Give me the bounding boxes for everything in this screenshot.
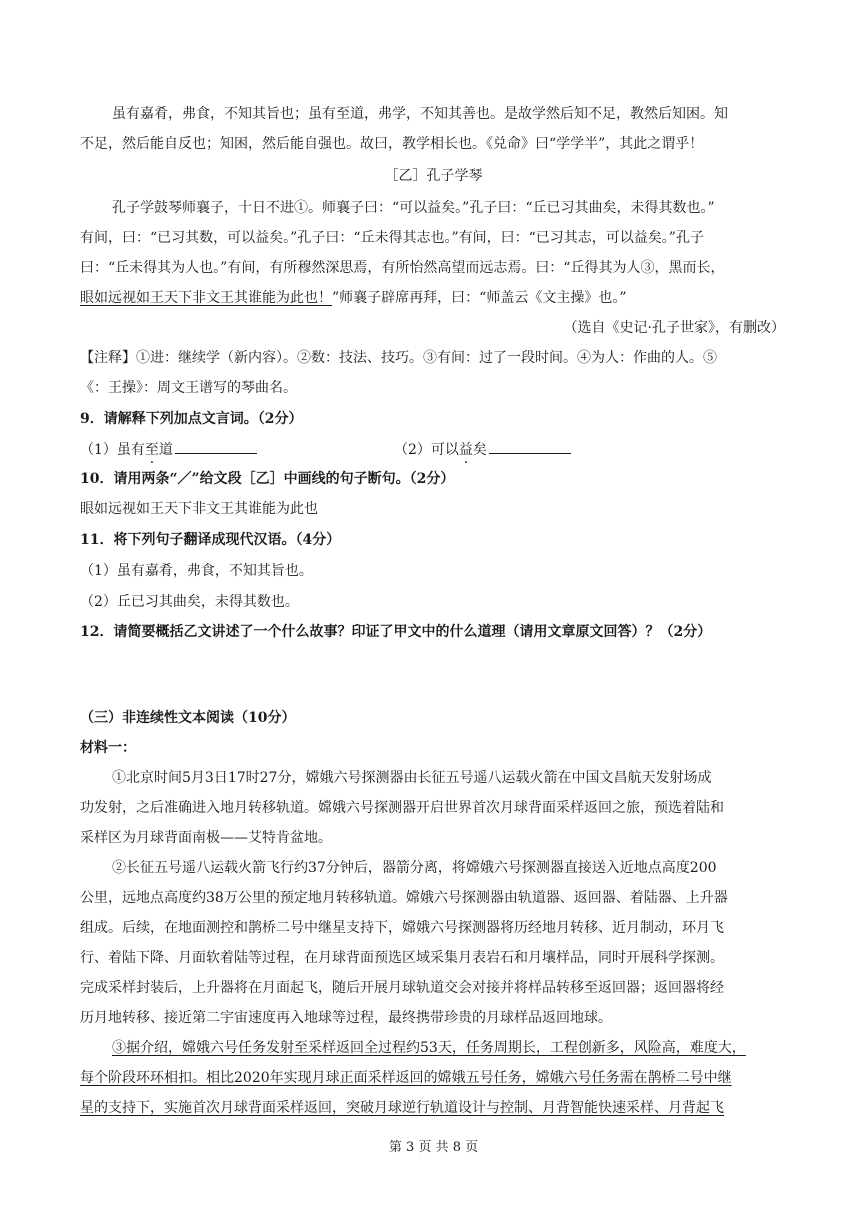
passage-yi-line: 有间，曰：“已习其数，可以益矣。”孔子曰：“丘未得其志也。”有间，曰：“已习其志，可以益矣。”孔子 [80, 230, 704, 246]
underlined-sentence: 眼如远视如王天下非文王其谁能为此也！ [80, 290, 332, 306]
passage-yi-line [80, 288, 626, 308]
answer-blank[interactable] [175, 439, 257, 454]
section-3-underlined-line: ③据介绍，嫦娥六号任务发射至采样返回全过程约53天，任务周期长，工程创新多，风险高，难度大， [112, 1040, 746, 1056]
section-3-text-line: 行、着陆下降、月面软着陆等过程，在月球背面预选区域采集月表岩石和月壤样品，同时开展科学探测。 [80, 950, 724, 966]
page-number: 第 3 页 共 8 页 [388, 1140, 479, 1155]
passage-yi-line: 曰：“丘未得其为人也。”有间，有所穆然深思焉，有所怡然高望而远志焉。曰：“丘得其为人③，黑而长， [80, 260, 725, 276]
passage-yi-line-rest: ”师襄子辟席再拜，曰：“师盖云《文主操》也。” [332, 290, 627, 306]
section-3-underlined-line: 星的支持下，实施首次月球背面采样返回，突破月球逆行轨道设计与控制、月背智能快速采样、月背起飞 [80, 1100, 724, 1116]
section-3-text-line: 组成。后续，在地面测控和鹊桥二号中继星支持下，嫦娥六号探测器将历经地月转移、近月制动，环月飞 [80, 920, 724, 936]
passage-jia-line: 虽有嘉肴，弗食，不知其旨也；虽有至道，弗学，不知其善也。是故学然后知不足，教然后知困。知 [112, 106, 728, 122]
passage-yi-title: ［乙］孔子学琴 [384, 168, 483, 184]
question-9-item-2: （2）可以益矣 [394, 439, 571, 460]
section-3-text-line: ①北京时间5月3日17时27分，嫦娥六号探测器由长征五号遥八运载火箭在中国文昌航天发射场成 [112, 770, 712, 786]
question-11-item-1: （1）虽有嘉肴，弗食，不知其旨也。 [80, 563, 313, 579]
section-3-text-line: 历月地转移、接近第二宇宙速度再入地球等过程，最终携带珍贵的月球样品返回地球。 [80, 1010, 612, 1026]
dotted-word: 益 [458, 442, 473, 458]
question-11-item-2: （2）丘已习其曲矣，未得其数也。 [80, 594, 299, 610]
question-9-title: 9．请解释下列加点文言词。（2分） [80, 411, 303, 427]
section-3-text-line: ②长征五号遥八运载火箭飞行约37分钟后，器箭分离，将嫦娥六号探测器直接送入近地点高度200 [112, 860, 717, 876]
section-3-text-line: 功发射，之后准确进入地月转移轨道。嫦娥六号探测器开启世界首次月球背面采样返回之旅，预选着陆和 [80, 800, 724, 816]
dotted-word: 至 [144, 442, 159, 458]
material-1-label: 材料一： [80, 740, 136, 756]
passage-source: （选自《史记·孔子世家》，有删改） [563, 320, 785, 336]
section-3-text-line: 完成采样封装后，上升器将在月面起飞，随后开展月球轨道交会对接并将样品转移至返回器；返回器将经 [80, 980, 724, 996]
passage-jia-line: 不足，然后能自反也；知困，然后能自强也。故曰，教学相长也。《兑命》曰“学学半”，其此之谓乎！ [80, 136, 704, 152]
answer-blank[interactable] [489, 439, 571, 454]
question-10-title: 10．请用两条“／”给文段［乙］中画线的句子断句。（2分） [80, 471, 455, 487]
passage-yi-line: 孔子学鼓琴师襄子，十日不进①。师襄子曰：“可以益矣。”孔子曰：“丘已习其曲矣，未得其数也。” [112, 200, 715, 216]
notes-line: 【注释】①进：继续学（新内容）。②数：技法、技巧。③有间：过了一段时间。④为人：作曲的人。⑤ [80, 350, 717, 366]
question-12-title: 12．请简要概括乙文讲述了一个什么故事？印证了甲文中的什么道理（请用文章原文回答）？（2分） [80, 624, 712, 640]
section-3-title: （三）非连续性文本阅读（10分） [80, 710, 296, 726]
section-3-text-line: 采样区为月球背面南极——艾特肯盆地。 [80, 830, 332, 846]
question-11-title: 11．将下列句子翻译成现代汉语。（4分） [80, 532, 341, 548]
section-3-text-line: 公里，远地点高度约38万公里的预定地月转移轨道。嫦娥六号探测器由轨道器、返回器、着陆器、上升器 [80, 890, 728, 906]
section-3-underlined-line: 每个阶段环环相扣。相比2020年实现月球正面采样返回的嫦娥五号任务，嫦娥六号任务需在鹊桥二号中继 [80, 1070, 732, 1086]
question-9-item-1: （1）虽有至道 [80, 439, 257, 460]
question-10-sentence: 眼如远视如王天下非文王其谁能为此也 [80, 501, 318, 517]
notes-line: 《：王操》：周文王谱写的琴曲名。 [80, 380, 297, 396]
